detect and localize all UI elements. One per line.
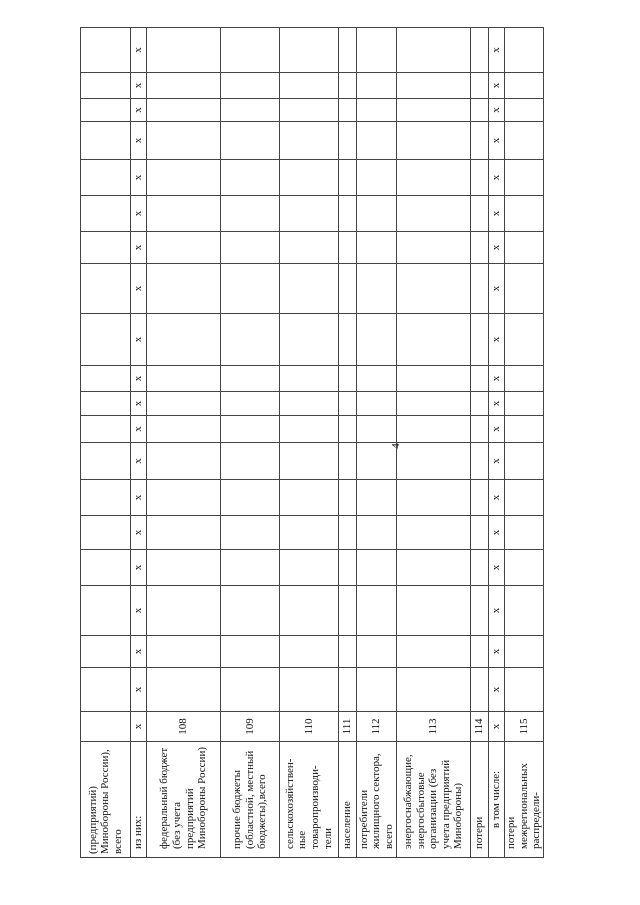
cell-mark-18: x: [131, 73, 147, 99]
cell-empty: [357, 443, 397, 480]
cell-mark-4: x: [131, 550, 147, 586]
cell-empty: [147, 196, 221, 232]
cell-empty: [357, 232, 397, 264]
cell-mark-9: x: [489, 392, 505, 416]
cell-mark-17: x: [489, 99, 505, 122]
cell-empty: [280, 99, 339, 122]
rotated-table-area: [80, 28, 543, 858]
row-code: 115: [505, 712, 544, 742]
cell-mark-9: x: [131, 392, 147, 416]
cell-mark-15: x: [489, 160, 505, 196]
cell-empty: [505, 392, 544, 416]
cell-mark-18: [81, 73, 131, 99]
cell-mark-9: [81, 392, 131, 416]
cell-empty: [221, 443, 280, 480]
cell-empty: [357, 122, 397, 160]
cell-empty: [397, 550, 471, 586]
cell-mark-8: x: [489, 416, 505, 443]
page-number: 4: [390, 443, 402, 449]
cell-empty: [339, 73, 357, 99]
cell-empty: [280, 314, 339, 366]
cell-empty: [471, 480, 489, 516]
cell-empty: [339, 443, 357, 480]
cell-empty: [505, 480, 544, 516]
cell-empty: [221, 636, 280, 668]
cell-empty: [505, 416, 544, 443]
cell-empty: [339, 480, 357, 516]
cell-empty: [471, 264, 489, 314]
table-row: [131, 28, 147, 858]
cell-empty: [147, 73, 221, 99]
cell-empty: [505, 314, 544, 366]
cell-empty: [221, 668, 280, 712]
cell-mark-5: x: [489, 516, 505, 550]
row-code: x: [131, 712, 147, 742]
row-label: сельскохозяйствен-ные товаропроизводи-тели: [280, 742, 339, 858]
cell-empty: [397, 392, 471, 416]
cell-empty: [397, 73, 471, 99]
cell-mark-3: x: [131, 586, 147, 636]
cell-empty: [221, 516, 280, 550]
cell-empty: [147, 232, 221, 264]
cell-empty: [471, 392, 489, 416]
table-row: [221, 28, 280, 858]
cell-empty: [471, 73, 489, 99]
cell-empty: [221, 232, 280, 264]
cell-empty: [357, 392, 397, 416]
cell-mark-4: x: [489, 550, 505, 586]
row-label: потери: [471, 742, 489, 858]
cell-mark-5: x: [131, 516, 147, 550]
cell-empty: [505, 264, 544, 314]
cell-empty: [357, 28, 397, 73]
cell-empty: [471, 516, 489, 550]
cell-empty: [147, 668, 221, 712]
cell-mark-3: [81, 586, 131, 636]
cell-empty: [280, 636, 339, 668]
cell-mark-17: x: [131, 99, 147, 122]
row-code: x: [489, 712, 505, 742]
cell-empty: [397, 232, 471, 264]
cell-mark-14: [81, 196, 131, 232]
cell-mark-7: x: [131, 443, 147, 480]
cell-empty: [339, 99, 357, 122]
cell-empty: [280, 196, 339, 232]
cell-mark-14: x: [131, 196, 147, 232]
cell-empty: [471, 668, 489, 712]
cell-empty: [397, 586, 471, 636]
cell-empty: [221, 99, 280, 122]
row-code: 109: [221, 712, 280, 742]
cell-empty: [221, 550, 280, 586]
cell-empty: [280, 392, 339, 416]
cell-mark-16: x: [489, 122, 505, 160]
cell-mark-1: x: [489, 668, 505, 712]
table-row: [471, 28, 489, 858]
table-row: [489, 28, 505, 858]
cell-mark-7: [81, 443, 131, 480]
cell-empty: [221, 586, 280, 636]
cell-empty: [471, 314, 489, 366]
row-label: прочие бюджеты (областной, местный бюджеты),всего: [221, 742, 280, 858]
cell-empty: [471, 122, 489, 160]
cell-empty: [339, 28, 357, 73]
cell-empty: [339, 160, 357, 196]
cell-empty: [471, 160, 489, 196]
cell-empty: [505, 73, 544, 99]
cell-empty: [505, 443, 544, 480]
cell-mark-14: x: [489, 196, 505, 232]
cell-empty: [221, 122, 280, 160]
cell-empty: [505, 636, 544, 668]
cell-empty: [280, 586, 339, 636]
cell-empty: [280, 232, 339, 264]
cell-mark-13: [81, 232, 131, 264]
cell-empty: [339, 636, 357, 668]
cell-mark-18: x: [489, 73, 505, 99]
cell-empty: [339, 314, 357, 366]
cell-empty: [397, 28, 471, 73]
cell-empty: [147, 264, 221, 314]
cell-mark-6: x: [489, 480, 505, 516]
cell-empty: [357, 160, 397, 196]
cell-mark-11: x: [489, 314, 505, 366]
cell-empty: [397, 366, 471, 392]
cell-empty: [339, 366, 357, 392]
cell-empty: [397, 122, 471, 160]
cell-mark-16: [81, 122, 131, 160]
cell-mark-2: x: [131, 636, 147, 668]
row-code: 111: [339, 712, 357, 742]
cell-mark-6: [81, 480, 131, 516]
cell-empty: [147, 636, 221, 668]
cell-mark-11: x: [131, 314, 147, 366]
cell-empty: [339, 586, 357, 636]
cell-empty: [505, 366, 544, 392]
cell-mark-19: x: [489, 28, 505, 73]
cell-empty: [357, 196, 397, 232]
cell-empty: [357, 480, 397, 516]
cell-empty: [221, 416, 280, 443]
cell-mark-8: x: [131, 416, 147, 443]
cell-empty: [339, 264, 357, 314]
cell-mark-13: x: [131, 232, 147, 264]
cell-empty: [397, 668, 471, 712]
row-code: 112: [357, 712, 397, 742]
cell-empty: [471, 636, 489, 668]
cell-mark-4: [81, 550, 131, 586]
cell-empty: [505, 232, 544, 264]
cell-empty: [339, 550, 357, 586]
cell-empty: [280, 122, 339, 160]
row-label: федеральный бюджет (без учета предприятий Минобороны России): [147, 742, 221, 858]
cell-empty: [397, 443, 471, 480]
cell-empty: [471, 416, 489, 443]
cell-empty: [397, 516, 471, 550]
cell-empty: [280, 416, 339, 443]
cell-mark-1: [81, 668, 131, 712]
cell-empty: [147, 550, 221, 586]
cell-empty: [505, 516, 544, 550]
cell-mark-5: [81, 516, 131, 550]
cell-mark-19: [81, 28, 131, 73]
cell-empty: [397, 196, 471, 232]
cell-mark-7: x: [489, 443, 505, 480]
cell-empty: [397, 314, 471, 366]
cell-empty: [339, 392, 357, 416]
cell-empty: [147, 443, 221, 480]
cell-empty: [221, 73, 280, 99]
cell-mark-12: x: [131, 264, 147, 314]
cell-mark-10: x: [131, 366, 147, 392]
cell-empty: [221, 480, 280, 516]
cell-empty: [357, 99, 397, 122]
cell-empty: [357, 416, 397, 443]
cell-empty: [280, 516, 339, 550]
cell-empty: [505, 99, 544, 122]
row-label: из них:: [131, 742, 147, 858]
cell-mark-11: [81, 314, 131, 366]
table-row: [397, 28, 471, 858]
cell-empty: [397, 416, 471, 443]
row-label: потери межрегиональных распредели-: [505, 742, 544, 858]
cell-empty: [357, 264, 397, 314]
cell-empty: [147, 160, 221, 196]
cell-mark-3: x: [489, 586, 505, 636]
cell-empty: [147, 516, 221, 550]
cell-empty: [339, 122, 357, 160]
cell-empty: [147, 480, 221, 516]
cell-empty: [471, 232, 489, 264]
row-code: 113: [397, 712, 471, 742]
cell-empty: [339, 516, 357, 550]
cell-empty: [280, 73, 339, 99]
cell-empty: [221, 28, 280, 73]
cell-mark-13: x: [489, 232, 505, 264]
cell-empty: [471, 196, 489, 232]
cell-empty: [471, 550, 489, 586]
cell-empty: [147, 28, 221, 73]
row-code: 114: [471, 712, 489, 742]
cell-empty: [221, 314, 280, 366]
cell-empty: [471, 28, 489, 73]
cell-empty: [397, 636, 471, 668]
cell-empty: [471, 443, 489, 480]
cell-empty: [280, 480, 339, 516]
cell-empty: [471, 586, 489, 636]
cell-empty: [357, 636, 397, 668]
cell-empty: [397, 99, 471, 122]
cell-mark-12: x: [489, 264, 505, 314]
cell-mark-12: [81, 264, 131, 314]
cell-mark-2: [81, 636, 131, 668]
cell-empty: [505, 28, 544, 73]
cell-empty: [505, 160, 544, 196]
table-row: [339, 28, 357, 858]
cell-empty: [221, 392, 280, 416]
cell-empty: [357, 550, 397, 586]
cell-empty: [505, 668, 544, 712]
cell-empty: [357, 668, 397, 712]
cell-empty: [147, 366, 221, 392]
row-code: 110: [280, 712, 339, 742]
cell-empty: [357, 586, 397, 636]
cell-mark-15: x: [131, 160, 147, 196]
cell-empty: [357, 366, 397, 392]
table-row: [147, 28, 221, 858]
cell-empty: [221, 366, 280, 392]
cell-mark-10: [81, 366, 131, 392]
data-table: [80, 27, 544, 858]
cell-empty: [471, 99, 489, 122]
cell-empty: [339, 232, 357, 264]
row-code: [81, 712, 131, 742]
cell-empty: [280, 443, 339, 480]
cell-mark-15: [81, 160, 131, 196]
cell-empty: [505, 196, 544, 232]
cell-empty: [147, 122, 221, 160]
cell-empty: [505, 550, 544, 586]
cell-empty: [147, 99, 221, 122]
cell-empty: [280, 160, 339, 196]
cell-empty: [397, 264, 471, 314]
cell-mark-2: x: [489, 636, 505, 668]
cell-empty: [357, 314, 397, 366]
cell-empty: [221, 196, 280, 232]
cell-empty: [505, 586, 544, 636]
cell-empty: [357, 73, 397, 99]
cell-mark-19: x: [131, 28, 147, 73]
row-label: население: [339, 742, 357, 858]
cell-empty: [339, 668, 357, 712]
cell-empty: [280, 366, 339, 392]
table-row: [505, 28, 544, 858]
cell-empty: [147, 586, 221, 636]
cell-empty: [147, 416, 221, 443]
row-label: в том числе:: [489, 742, 505, 858]
row-label: (предприятий) Минобороны России), всего: [81, 742, 131, 858]
table-row: [280, 28, 339, 858]
row-label: потребители жилищного сектора, всего: [357, 742, 397, 858]
cell-empty: [397, 160, 471, 196]
row-label: энергоснабжающие, энергосбытовые организации (без учета предприятий Минобороны): [397, 742, 471, 858]
cell-mark-17: [81, 99, 131, 122]
cell-empty: [221, 160, 280, 196]
cell-empty: [471, 366, 489, 392]
cell-empty: [397, 480, 471, 516]
cell-mark-6: x: [131, 480, 147, 516]
cell-empty: [339, 196, 357, 232]
cell-empty: [221, 264, 280, 314]
cell-empty: [280, 264, 339, 314]
cell-empty: [280, 668, 339, 712]
table-row: [357, 28, 397, 858]
cell-mark-16: x: [131, 122, 147, 160]
table-row: [81, 28, 131, 858]
cell-empty: [505, 122, 544, 160]
row-code: 108: [147, 712, 221, 742]
cell-empty: [147, 314, 221, 366]
cell-mark-10: x: [489, 366, 505, 392]
cell-mark-8: [81, 416, 131, 443]
cell-empty: [357, 516, 397, 550]
cell-empty: [280, 28, 339, 73]
cell-empty: [280, 550, 339, 586]
cell-empty: [339, 416, 357, 443]
cell-empty: [147, 392, 221, 416]
cell-mark-1: x: [131, 668, 147, 712]
